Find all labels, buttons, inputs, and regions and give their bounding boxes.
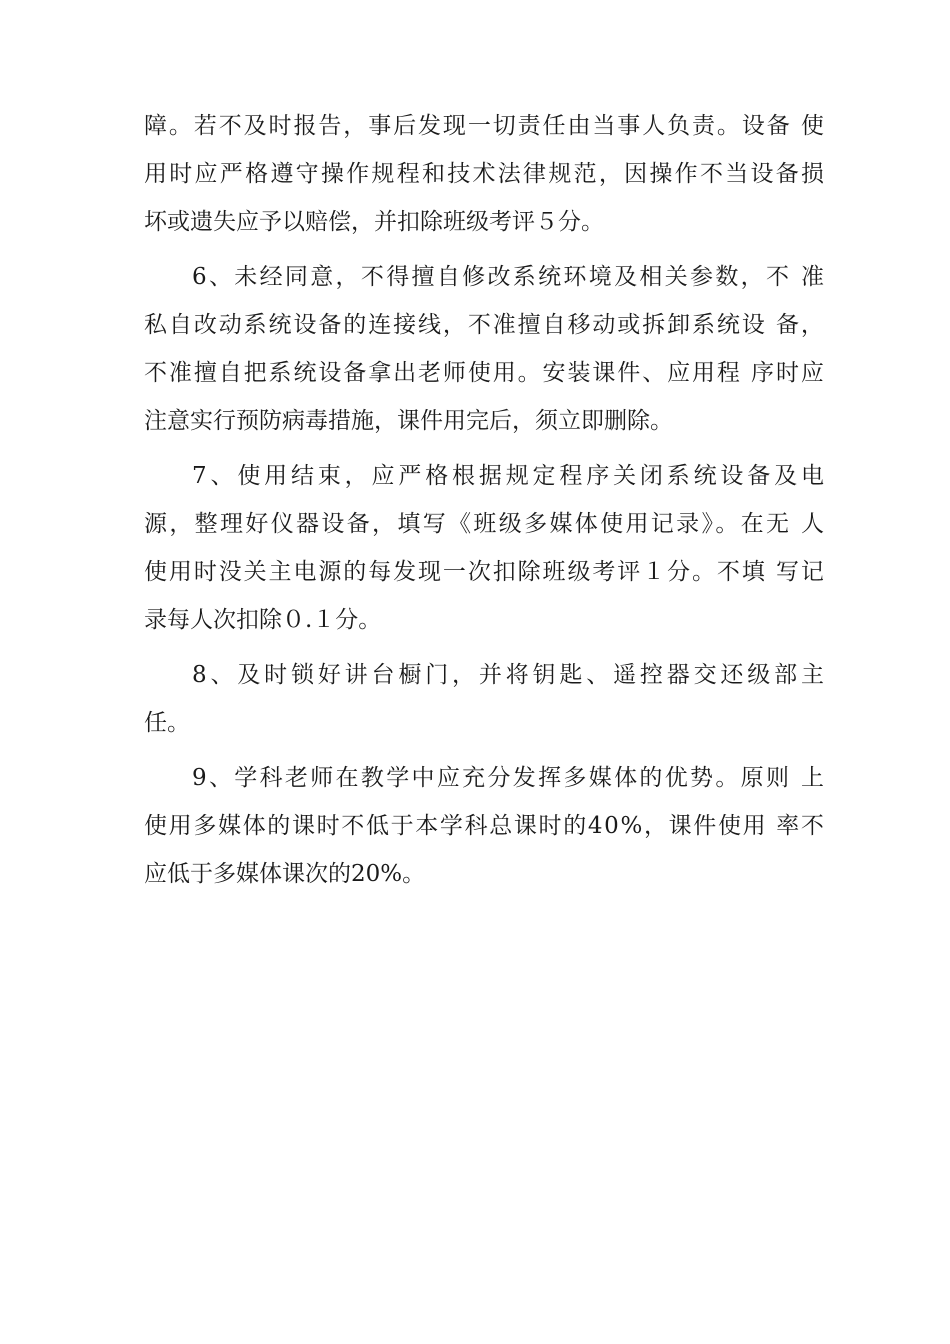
paragraph-item-6 bbox=[144, 253, 827, 445]
text-line bbox=[144, 651, 828, 699]
text-line-content: 私自改动系统设备的连接线，不准擅自移动或拆卸系统设 备， bbox=[144, 312, 826, 338]
text-line-content: 应低于多媒体课次的20%。 bbox=[144, 861, 426, 887]
text-line-content: 源，整理好仪器设备，填写《班级多媒体使用记录》。在无 人 bbox=[144, 511, 827, 537]
text-line-content: 8、及时锁好讲台橱门，并将钥匙、遥控器交还级部主 bbox=[192, 662, 828, 688]
paragraph-item-9 bbox=[144, 754, 827, 898]
text-line bbox=[144, 349, 824, 397]
text-line bbox=[144, 850, 824, 898]
text-line-content: 不准擅自把系统设备拿出老师使用。安装课件、应用程 序时应 bbox=[144, 360, 826, 386]
text-line-content: 录每人次扣除０.１分。 bbox=[144, 607, 382, 633]
document-body bbox=[144, 102, 828, 898]
text-line bbox=[144, 596, 824, 644]
text-line-content: 任。 bbox=[144, 710, 190, 736]
text-line bbox=[144, 548, 824, 596]
text-line bbox=[144, 699, 824, 747]
text-line-content: 使用多媒体的课时不低于本学科总课时的40%，课件使用 率不 bbox=[144, 813, 826, 839]
text-line bbox=[144, 253, 827, 301]
text-line-content: 障。若不及时报告，事后发现一切责任由当事人负责。设备 使 bbox=[144, 113, 826, 139]
text-line-content: 9、学科老师在教学中应充分发挥多媒体的优势。原则 上 bbox=[192, 765, 827, 791]
text-line-content: 注意实行预防病毒措施，课件用完后，须立即删除。 bbox=[144, 408, 673, 434]
text-line bbox=[144, 754, 827, 802]
text-line bbox=[144, 397, 824, 445]
text-line-content: 使用时没关主电源的每发现一次扣除班级考评１分。不填 写记 bbox=[144, 559, 826, 585]
text-line-content: 6、未经同意，不得擅自修改系统环境及相关参数，不 准 bbox=[192, 264, 827, 290]
text-line bbox=[144, 150, 827, 198]
text-line bbox=[144, 500, 827, 548]
text-line-content: 用时应严格遵守操作规程和技术法律规范，因操作不当设备损 bbox=[144, 161, 827, 187]
text-line bbox=[144, 802, 824, 850]
text-line bbox=[144, 198, 824, 246]
text-line-content: 7、使用结束，应严格根据规定程序关闭系统设备及电 bbox=[192, 463, 828, 489]
paragraph-continuation bbox=[144, 102, 827, 246]
text-line bbox=[144, 102, 824, 150]
paragraph-item-8 bbox=[144, 651, 828, 747]
paragraph-item-7 bbox=[144, 452, 828, 644]
text-line bbox=[144, 452, 828, 500]
text-line bbox=[144, 301, 824, 349]
text-line-content: 坏或遗失应予以赔偿，并扣除班级考评５分。 bbox=[144, 209, 604, 235]
